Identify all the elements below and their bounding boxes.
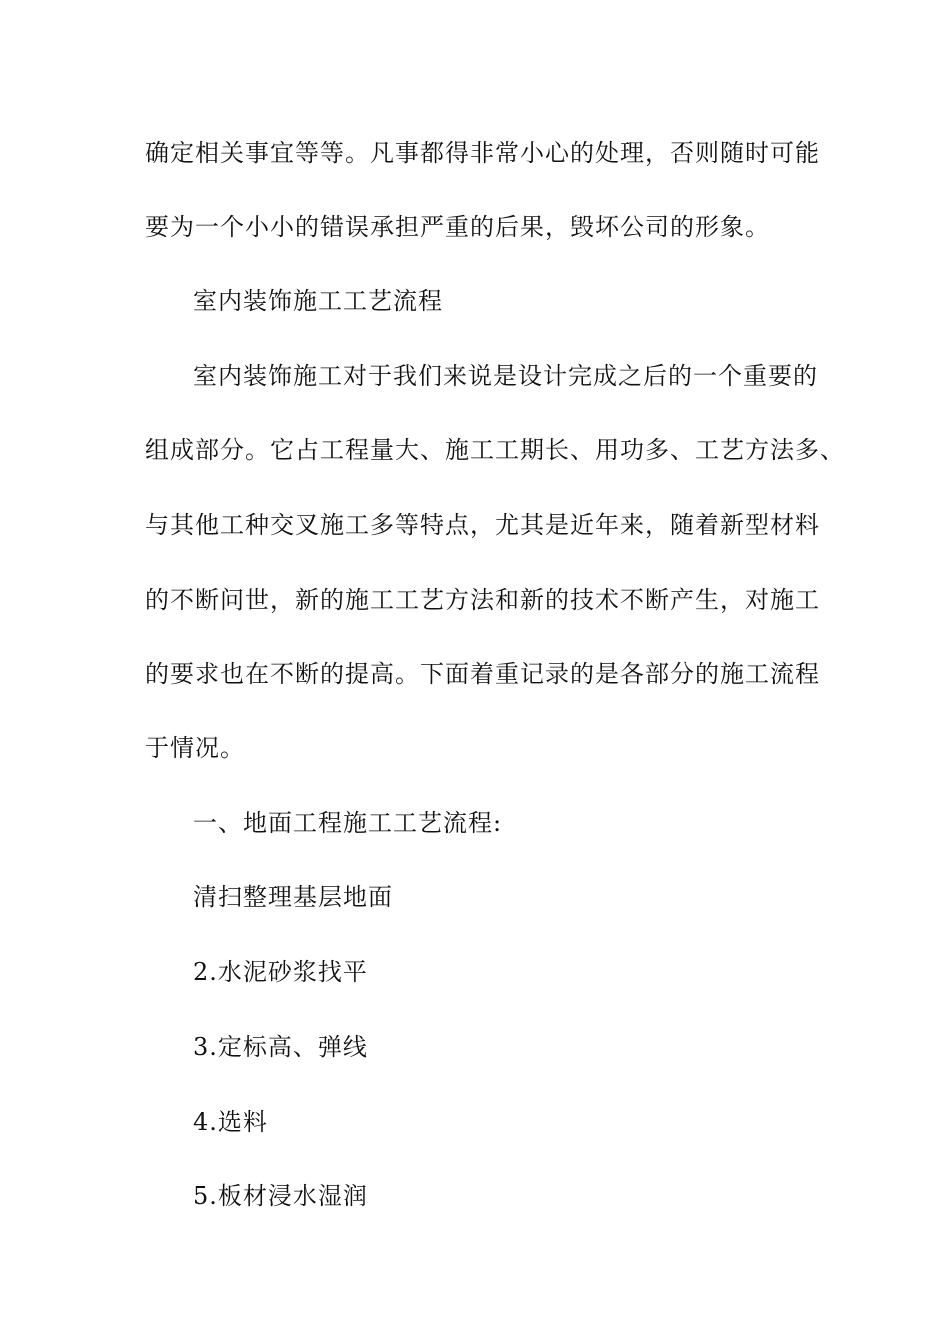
paragraph-line: 组成部分。它占工程量大、施工工期长、用功多、工艺方法多、 [145, 436, 845, 464]
paragraph-line: 确定相关事宜等等。凡事都得非常小心的处理，否则随时可能 [145, 139, 820, 167]
list-item: 4.选料 [193, 1108, 268, 1136]
section-heading: 一、地面工程施工工艺流程: [193, 809, 503, 837]
paragraph-line: 的要求也在不断的提高。下面着重记录的是各部分的施工流程 [145, 660, 820, 688]
paragraph-line: 与其他工种交叉施工多等特点，尤其是近年来，随着新型材料 [145, 511, 820, 539]
list-item: 清扫整理基层地面 [193, 883, 393, 911]
list-item: 5.板材浸水湿润 [193, 1182, 368, 1210]
paragraph-line: 的不断问世，新的施工工艺方法和新的技术不断产生，对施工 [145, 586, 820, 614]
paragraph-line: 室内装饰施工对于我们来说是设计完成之后的一个重要的 [193, 362, 818, 390]
paragraph-line: 要为一个小小的错误承担严重的后果，毁坏公司的形象。 [145, 213, 770, 241]
paragraph-line: 于情况。 [145, 734, 245, 762]
list-item: 2.水泥砂浆找平 [193, 958, 368, 986]
list-item: 3.定标高、弹线 [193, 1033, 368, 1061]
section-heading: 室内装饰施工工艺流程 [193, 287, 443, 315]
